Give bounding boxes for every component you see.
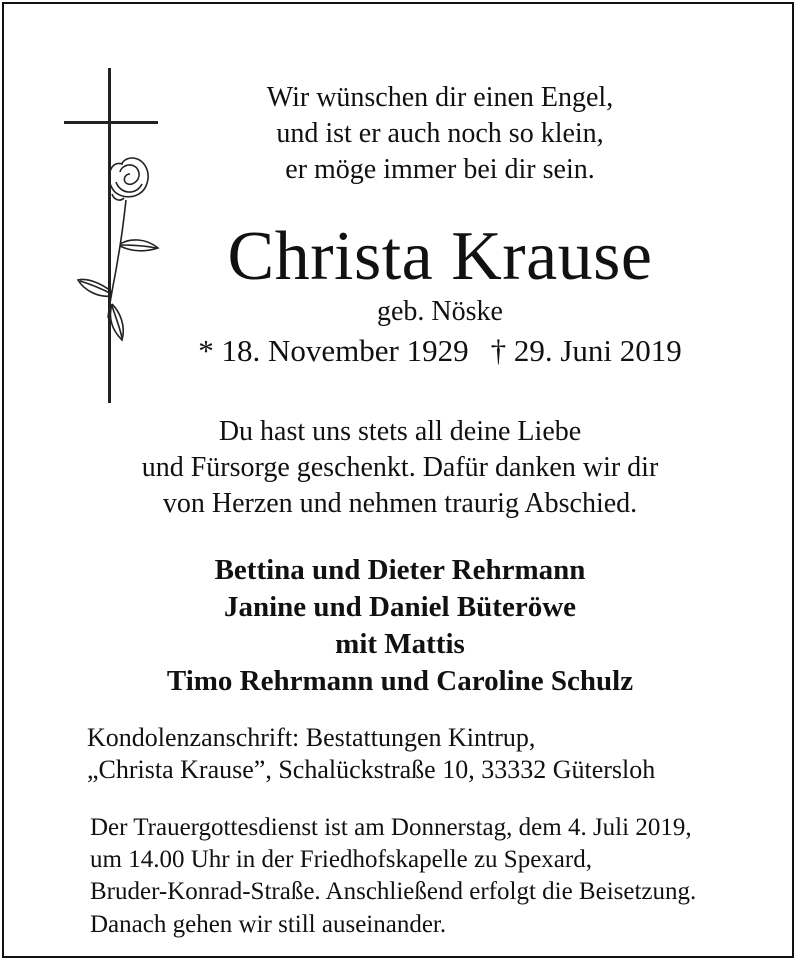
poem (80, 80, 800, 188)
thanks-line: Du hast uns stets all deine Liebe (218, 416, 582, 447)
condolence-line: „Christa Krause”, Schalückstraße 10, 33332 Gütersloh (87, 755, 656, 784)
condolence-address (87, 722, 655, 786)
thanks-line: und Fürsorge geschenkt. Dafür danken wir dir (141, 452, 659, 483)
poem-line: Wir wünschen dir einen Engel, (266, 82, 614, 113)
family-line: mit Mattis (335, 628, 465, 660)
family-line: Bettina und Dieter Rehrmann (214, 554, 586, 586)
family-names (0, 552, 800, 700)
life-dates (80, 333, 800, 369)
birth-date: * 18. November 1929 (198, 333, 469, 368)
birth-name: geb. Nöske (377, 296, 503, 327)
deceased-name: Christa Krause (227, 218, 653, 295)
death-date: † 29. Juni 2019 (490, 333, 682, 368)
service-line: Bruder-Konrad-Straße. Anschließend erfolgt die Beisetzung. (90, 878, 697, 905)
poem-line: und ist er auch noch so klein, (276, 118, 604, 149)
thanks-text (0, 414, 800, 522)
service-info (90, 812, 696, 908)
family-line: Timo Rehrmann und Caroline Schulz (166, 665, 634, 697)
condolence-line: Kondolenzanschrift: Bestattungen Kintrup, (87, 723, 536, 752)
poem-line: er möge immer bei dir sein. (285, 154, 595, 185)
service-line: um 14.00 Uhr in der Friedhofskapelle zu Spexard, (90, 846, 592, 873)
service-line: Der Trauergottesdienst ist am Donnerstag, dem 4. Juli 2019, (90, 814, 692, 841)
parting-text: Danach gehen wir still auseinander. (90, 911, 447, 938)
family-line: Janine und Daniel Büteröwe (223, 591, 577, 623)
thanks-line: von Herzen und nehmen traurig Abschied. (162, 488, 638, 519)
